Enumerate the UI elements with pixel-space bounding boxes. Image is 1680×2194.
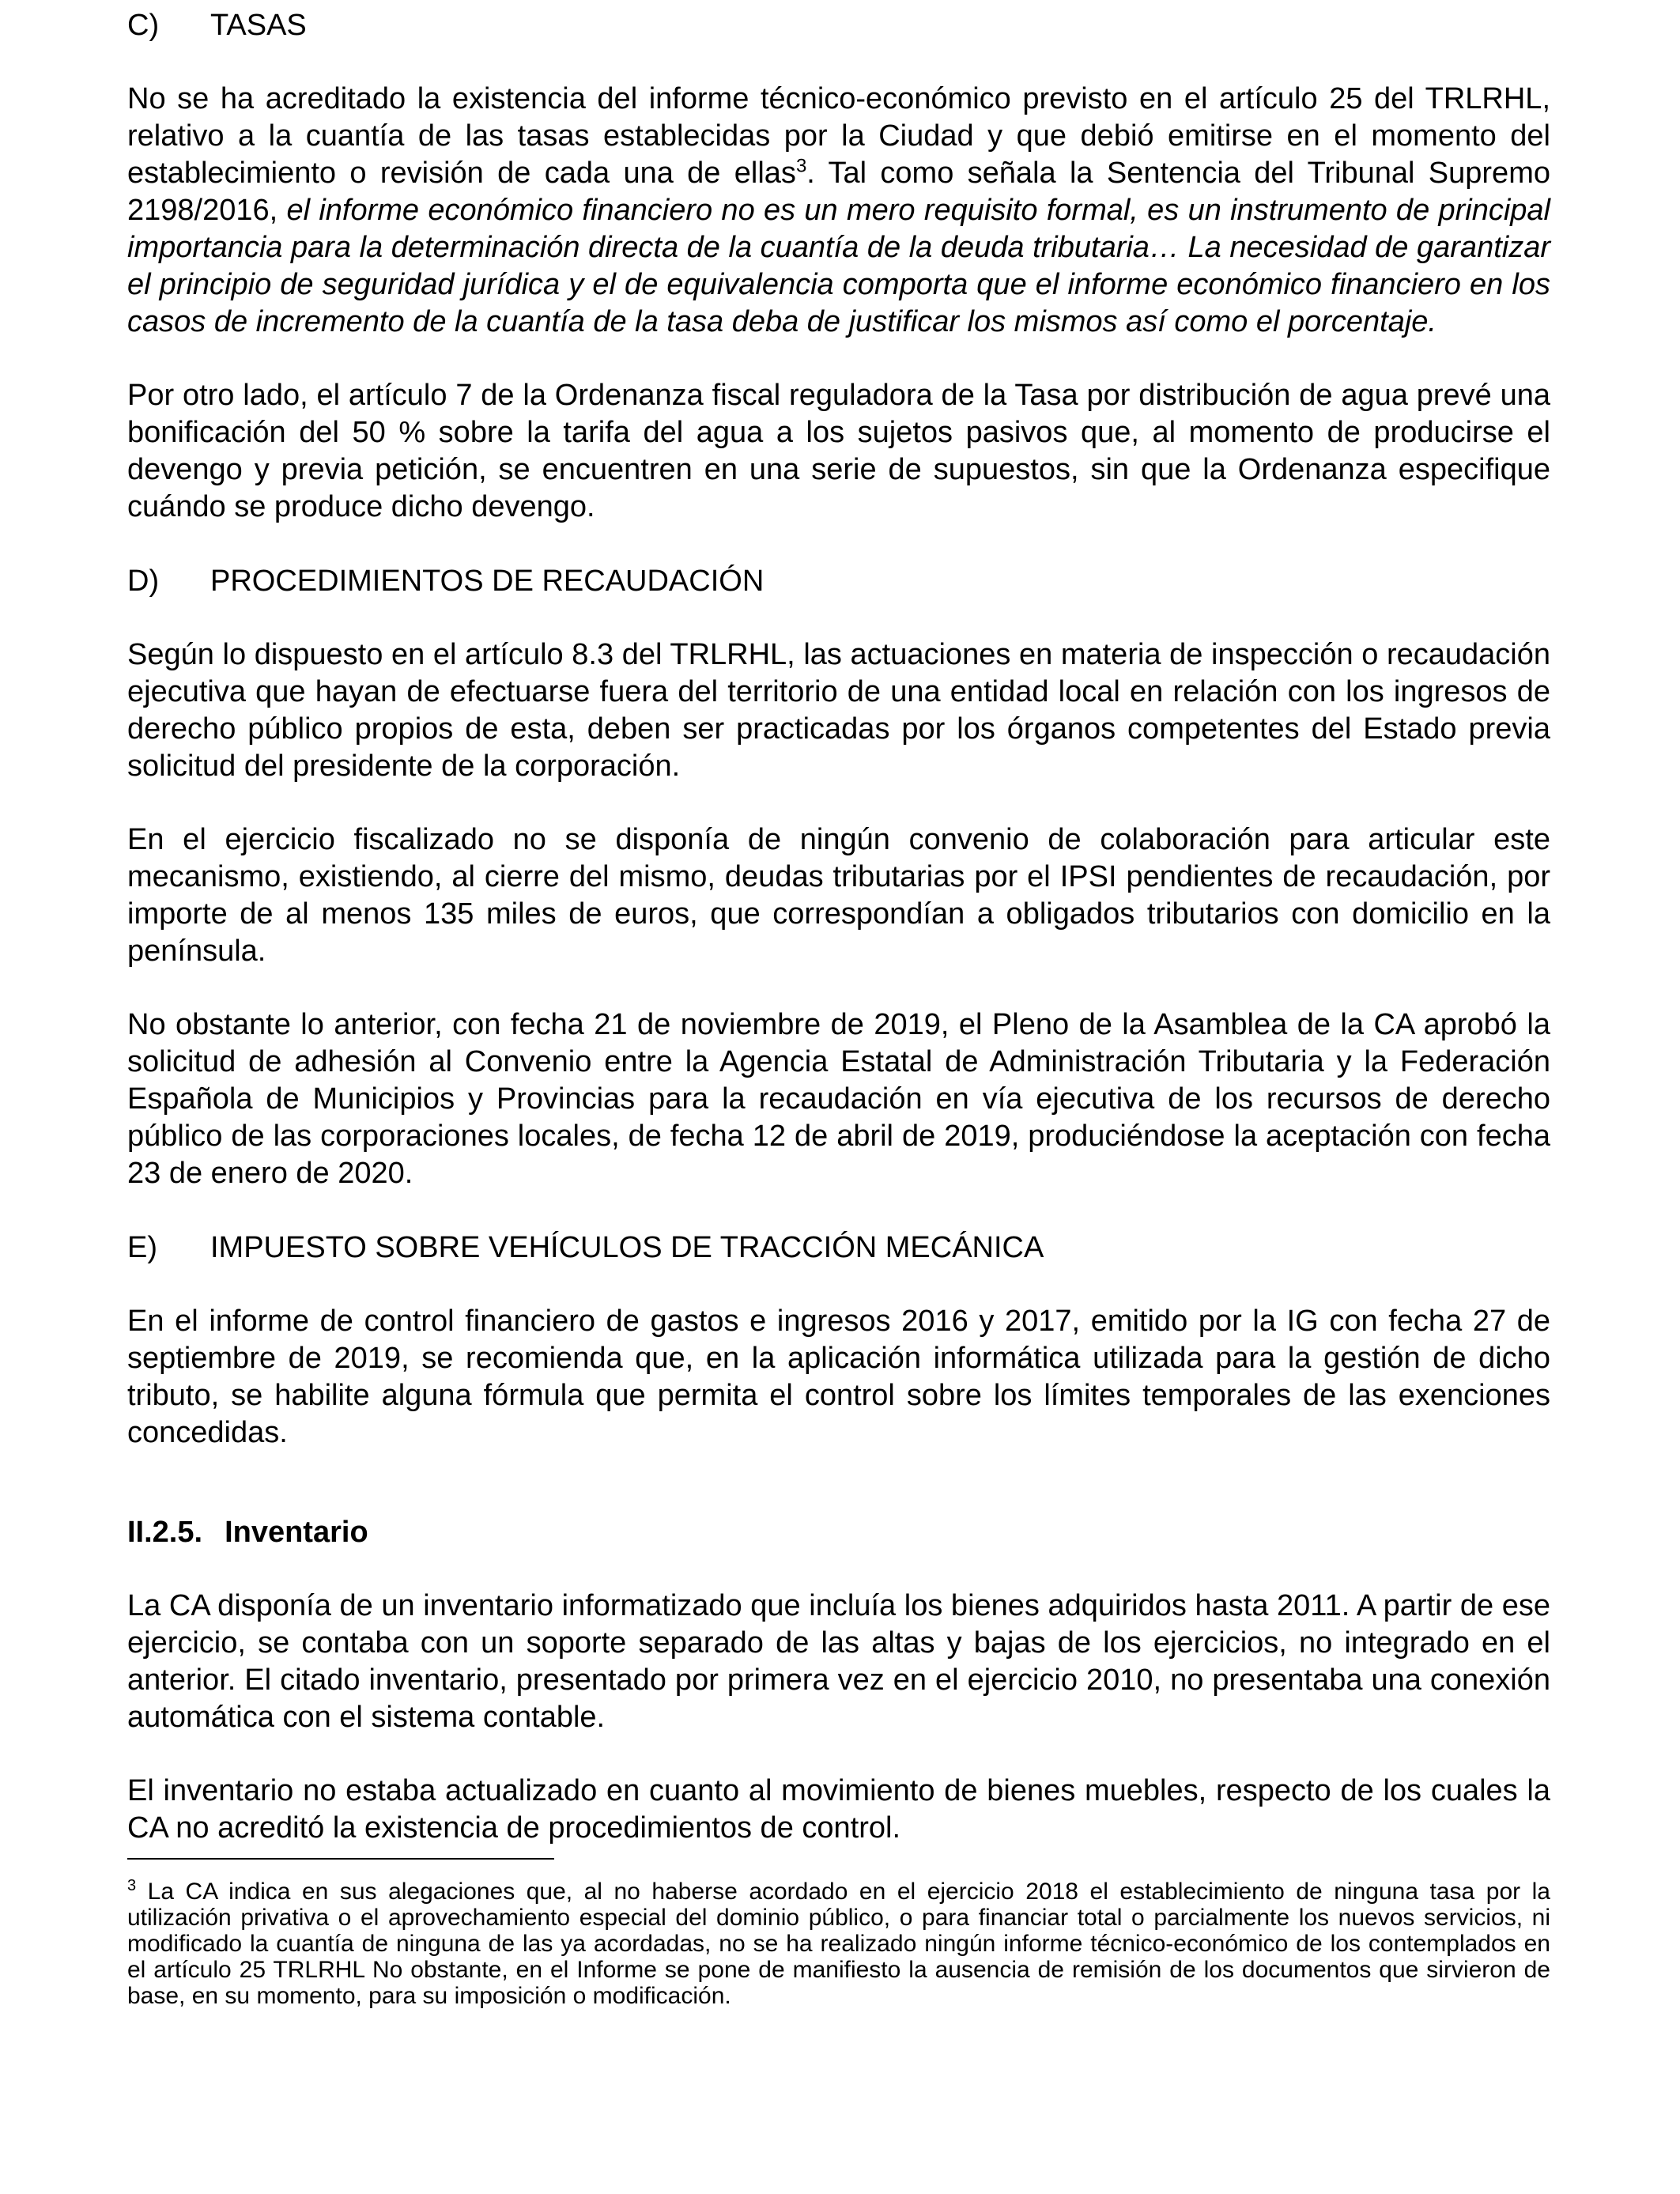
footnote-separator bbox=[127, 1858, 554, 1860]
footnote-text: La CA indica en sus alegaciones que, al no haberse acordado en el ejercicio 2018 el establecimiento de ninguna tasa por la utilización privativa o el aprovechamiento especial del dominio público, o para financiar total o parcialmente los nuevos servicios, ni modificado la cuantía de ninguna de las ya acordadas, no se ha realizado ningún informe técnico-económico de los contemplados en el artículo 25 TRLRHL No obstante, en el Informe se pone de manifiesto la ausencia de remisión de los documentos que sirvieron de base, en su momento, para su imposición o modificación. bbox=[127, 1879, 1550, 2009]
paragraph-tasas-1 bbox=[127, 81, 1550, 341]
section-heading-c bbox=[127, 6, 1550, 44]
section-heading-e bbox=[127, 1229, 1550, 1267]
section-letter-d: D) bbox=[127, 565, 160, 598]
section-heading-d bbox=[127, 562, 1550, 600]
paragraph-recaudacion-1: Según lo dispuesto en el artículo 8.3 del TRLRHL, las actuaciones en materia de inspección o recaudación ejecutiva que hayan de efectuarse fuera del territorio de una entidad local en relación con los ingresos de derecho público propios de esta, deben ser practicadas por los órganos competentes del Estado previa solicitud del presidente de la corporación. bbox=[127, 638, 1550, 783]
section-title-d: PROCEDIMIENTOS DE RECAUDACIÓN bbox=[210, 565, 764, 598]
paragraph-vehiculos-1: En el informe de control financiero de gastos e ingresos 2016 y 2017, emitido por la IG con fecha 27 de septiembre de 2019, se recomienda que, en la aplicación informática utilizada para la gestión de dicho tributo, se habilite alguna fórmula que permita el control sobre los límites temporales de las exenciones concedidas. bbox=[127, 1305, 1550, 1449]
section-letter-c: C) bbox=[127, 9, 160, 42]
footnote-reference[interactable]: 3 bbox=[795, 155, 807, 177]
footnote-number: 3 bbox=[127, 1877, 137, 1894]
subsection-title: Inventario bbox=[225, 1516, 368, 1549]
section-letter-e: E) bbox=[127, 1231, 157, 1264]
subsection-number: II.2.5. bbox=[127, 1516, 203, 1549]
paragraph-text: No se ha acreditado la existencia del informe técnico-económico previsto en el artículo 25 del TRLRHL, relativo a la cuantía de las tasas establecidas por la Ciudad y que debió emitirse en el momento del establecimiento o revisión de cada una de ellas bbox=[127, 82, 1550, 190]
paragraph-recaudacion-2: En el ejercicio fiscalizado no se disponía de ningún convenio de colaboración para articular este mecanismo, existiendo, al cierre del mismo, deudas tributarias por el IPSI pendientes de recaudación, por importe de al menos 135 miles de euros, que correspondían a obligados tributarios con domicilio en la península. bbox=[127, 823, 1550, 968]
section-title-e: IMPUESTO SOBRE VEHÍCULOS DE TRACCIÓN MECÁNICA bbox=[210, 1231, 1044, 1264]
document-page bbox=[127, 6, 1550, 2009]
paragraph-inventario-1: La CA disponía de un inventario informatizado que incluía los bienes adquiridos hasta 2011. A partir de ese ejercicio, se contaba con un soporte separado de las altas y bajas de los ejercicios, no integrado en el anterior. El citado inventario, presentado por primera vez en el ejercicio 2010, no presentaba una conexión automática con el sistema contable. bbox=[127, 1589, 1550, 1734]
paragraph-recaudacion-3: No obstante lo anterior, con fecha 21 de noviembre de 2019, el Pleno de la Asamblea de la CA aprobó la solicitud de adhesión al Convenio entre la Agencia Estatal de Administración Tributaria y la Federación Española de Municipios y Provincias para la recaudación en vía ejecutiva de los recursos de derecho público de las corporaciones locales, de fecha 12 de abril de 2019, produciéndose la aceptación con fecha 23 de enero de 2020. bbox=[127, 1008, 1550, 1190]
paragraph-tasas-2: Por otro lado, el artículo 7 de la Ordenanza fiscal reguladora de la Tasa por distribución de agua prevé una bonificación del 50 % sobre la tarifa del agua a los sujetos pasivos que, al momento de producirse el devengo y previa petición, se encuentren en una serie de supuestos, sin que la Ordenanza especifique cuándo se produce dicho devengo. bbox=[127, 379, 1550, 523]
paragraph-inventario-2: El inventario no estaba actualizado en cuanto al movimiento de bienes muebles, respecto de los cuales la CA no acreditó la existencia de procedimientos de control. bbox=[127, 1774, 1550, 1845]
footnote-3 bbox=[127, 1879, 1550, 2009]
section-title-c: TASAS bbox=[210, 9, 307, 42]
subsection-heading-inventario bbox=[127, 1513, 1550, 1551]
paragraph-text: . Tal como señala la Sentencia del Tribunal Supremo 2198/2016, bbox=[127, 157, 1550, 227]
italic-quote: el informe económico financiero no es un mero requisito formal, es un instrumento de principal importancia para la determinación directa de la cuantía de la deuda tributaria… La necesidad de garantizar el principio de seguridad jurídica y el de equivalencia comporta que el informe económico financiero en los casos de incremento de la cuantía de la tasa deba de justificar los mismos así como el porcentaje. bbox=[127, 194, 1551, 338]
